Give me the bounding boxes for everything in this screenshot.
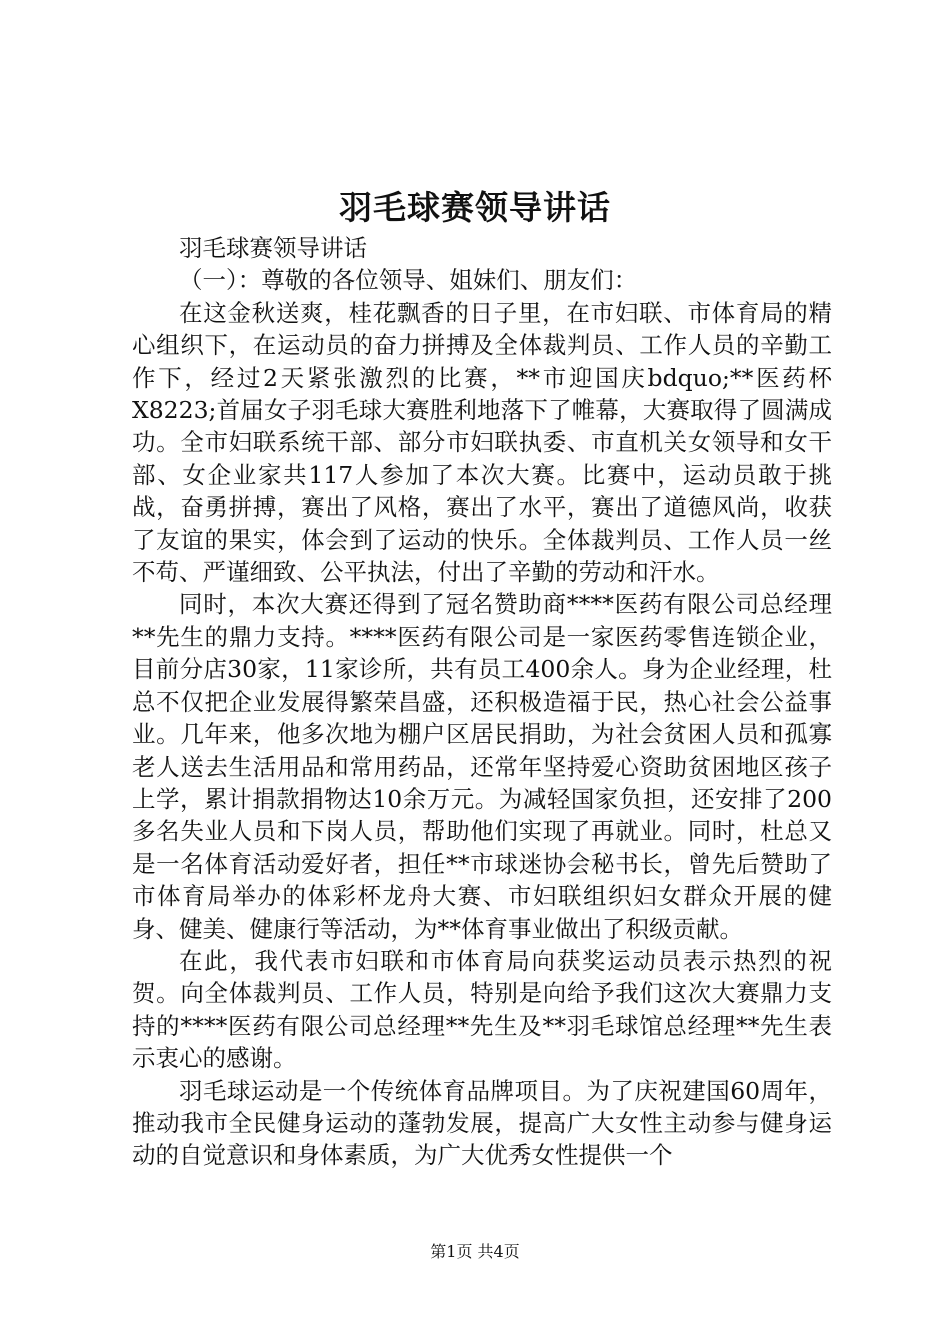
- paragraph-2: 同时，本次大赛还得到了冠名赞助商****医药有限公司总经理**先生的鼎力支持。****医药有限公司是一家医药零售连锁企业，目前分店30家，11家诊所，共有员工400余人。身为企业经理，杜总不仅把企业发展得繁荣昌盛，还积极造福于民，热心社会公益事业。几年来，他多次地为棚户区居民捐助，为社会贫困人员和孤寡老人送去生活用品和常用药品，还常年坚持爱心资助贫困地区孩子上学，累计捐款捐物达10余万元。为减轻国家负担，还安排了200多名失业人员和下岗人员，帮助他们实现了再就业。同时，杜总又是一名体育活动爱好者，担任**市球迷协会秘书长，曾先后赞助了市体育局举办的体彩杯龙舟大赛、市妇联组织妇女群众开展的健身、健美、健康行等活动，为**体育事业做出了积级贡献。: [132, 590, 832, 943]
- page-number-footer: 第1页 共4页: [430, 1242, 520, 1261]
- paragraph-subtitle: 羽毛球赛领导讲话: [179, 234, 367, 262]
- paragraph-1: 在这金秋送爽，桂花飘香的日子里，在市妇联、市体育局的精心组织下，在运动员的奋力拼搏及全体裁判员、工作人员的辛勤工作下，经过2天紧张激烈的比赛，**市迎国庆bdquo;**医药杯X8223;首届女子羽毛球大赛胜利地落下了帷幕，大赛取得了圆满成功。全市妇联系统干部、部分市妇联执委、市直机关女领导和女干部、女企业家共117人参加了本次大赛。比赛中，运动员敢于挑战，奋勇拼搏，赛出了风格，赛出了水平，赛出了道德风尚，收获了友谊的果实，体会到了运动的快乐。全体裁判员、工作人员一丝不苟、严谨细致、公平执法，付出了辛勤的劳动和汗水。: [132, 298, 832, 587]
- paragraph-3: 在此，我代表市妇联和市体育局向获奖运动员表示热烈的祝贺。向全体裁判员、工作人员，特别是向给予我们这次大赛鼎力支持的****医药有限公司总经理**先生及**羽毛球馆总经理**先生表示衷心的感谢。: [132, 946, 832, 1073]
- paragraph-4: 羽毛球运动是一个传统体育品牌项目。为了庆祝建国60周年，推动我市全民健身运动的蓬勃发展，提高广大女性主动参与健身运动的自觉意识和身体素质，为广大优秀女性提供一个: [132, 1076, 832, 1170]
- paragraph-salutation: （一）：尊敬的各位领导、姐妹们、朋友们：: [179, 266, 638, 295]
- document-title: 羽毛球赛领导讲话: [339, 188, 611, 227]
- document-body: [132, 232, 832, 1172]
